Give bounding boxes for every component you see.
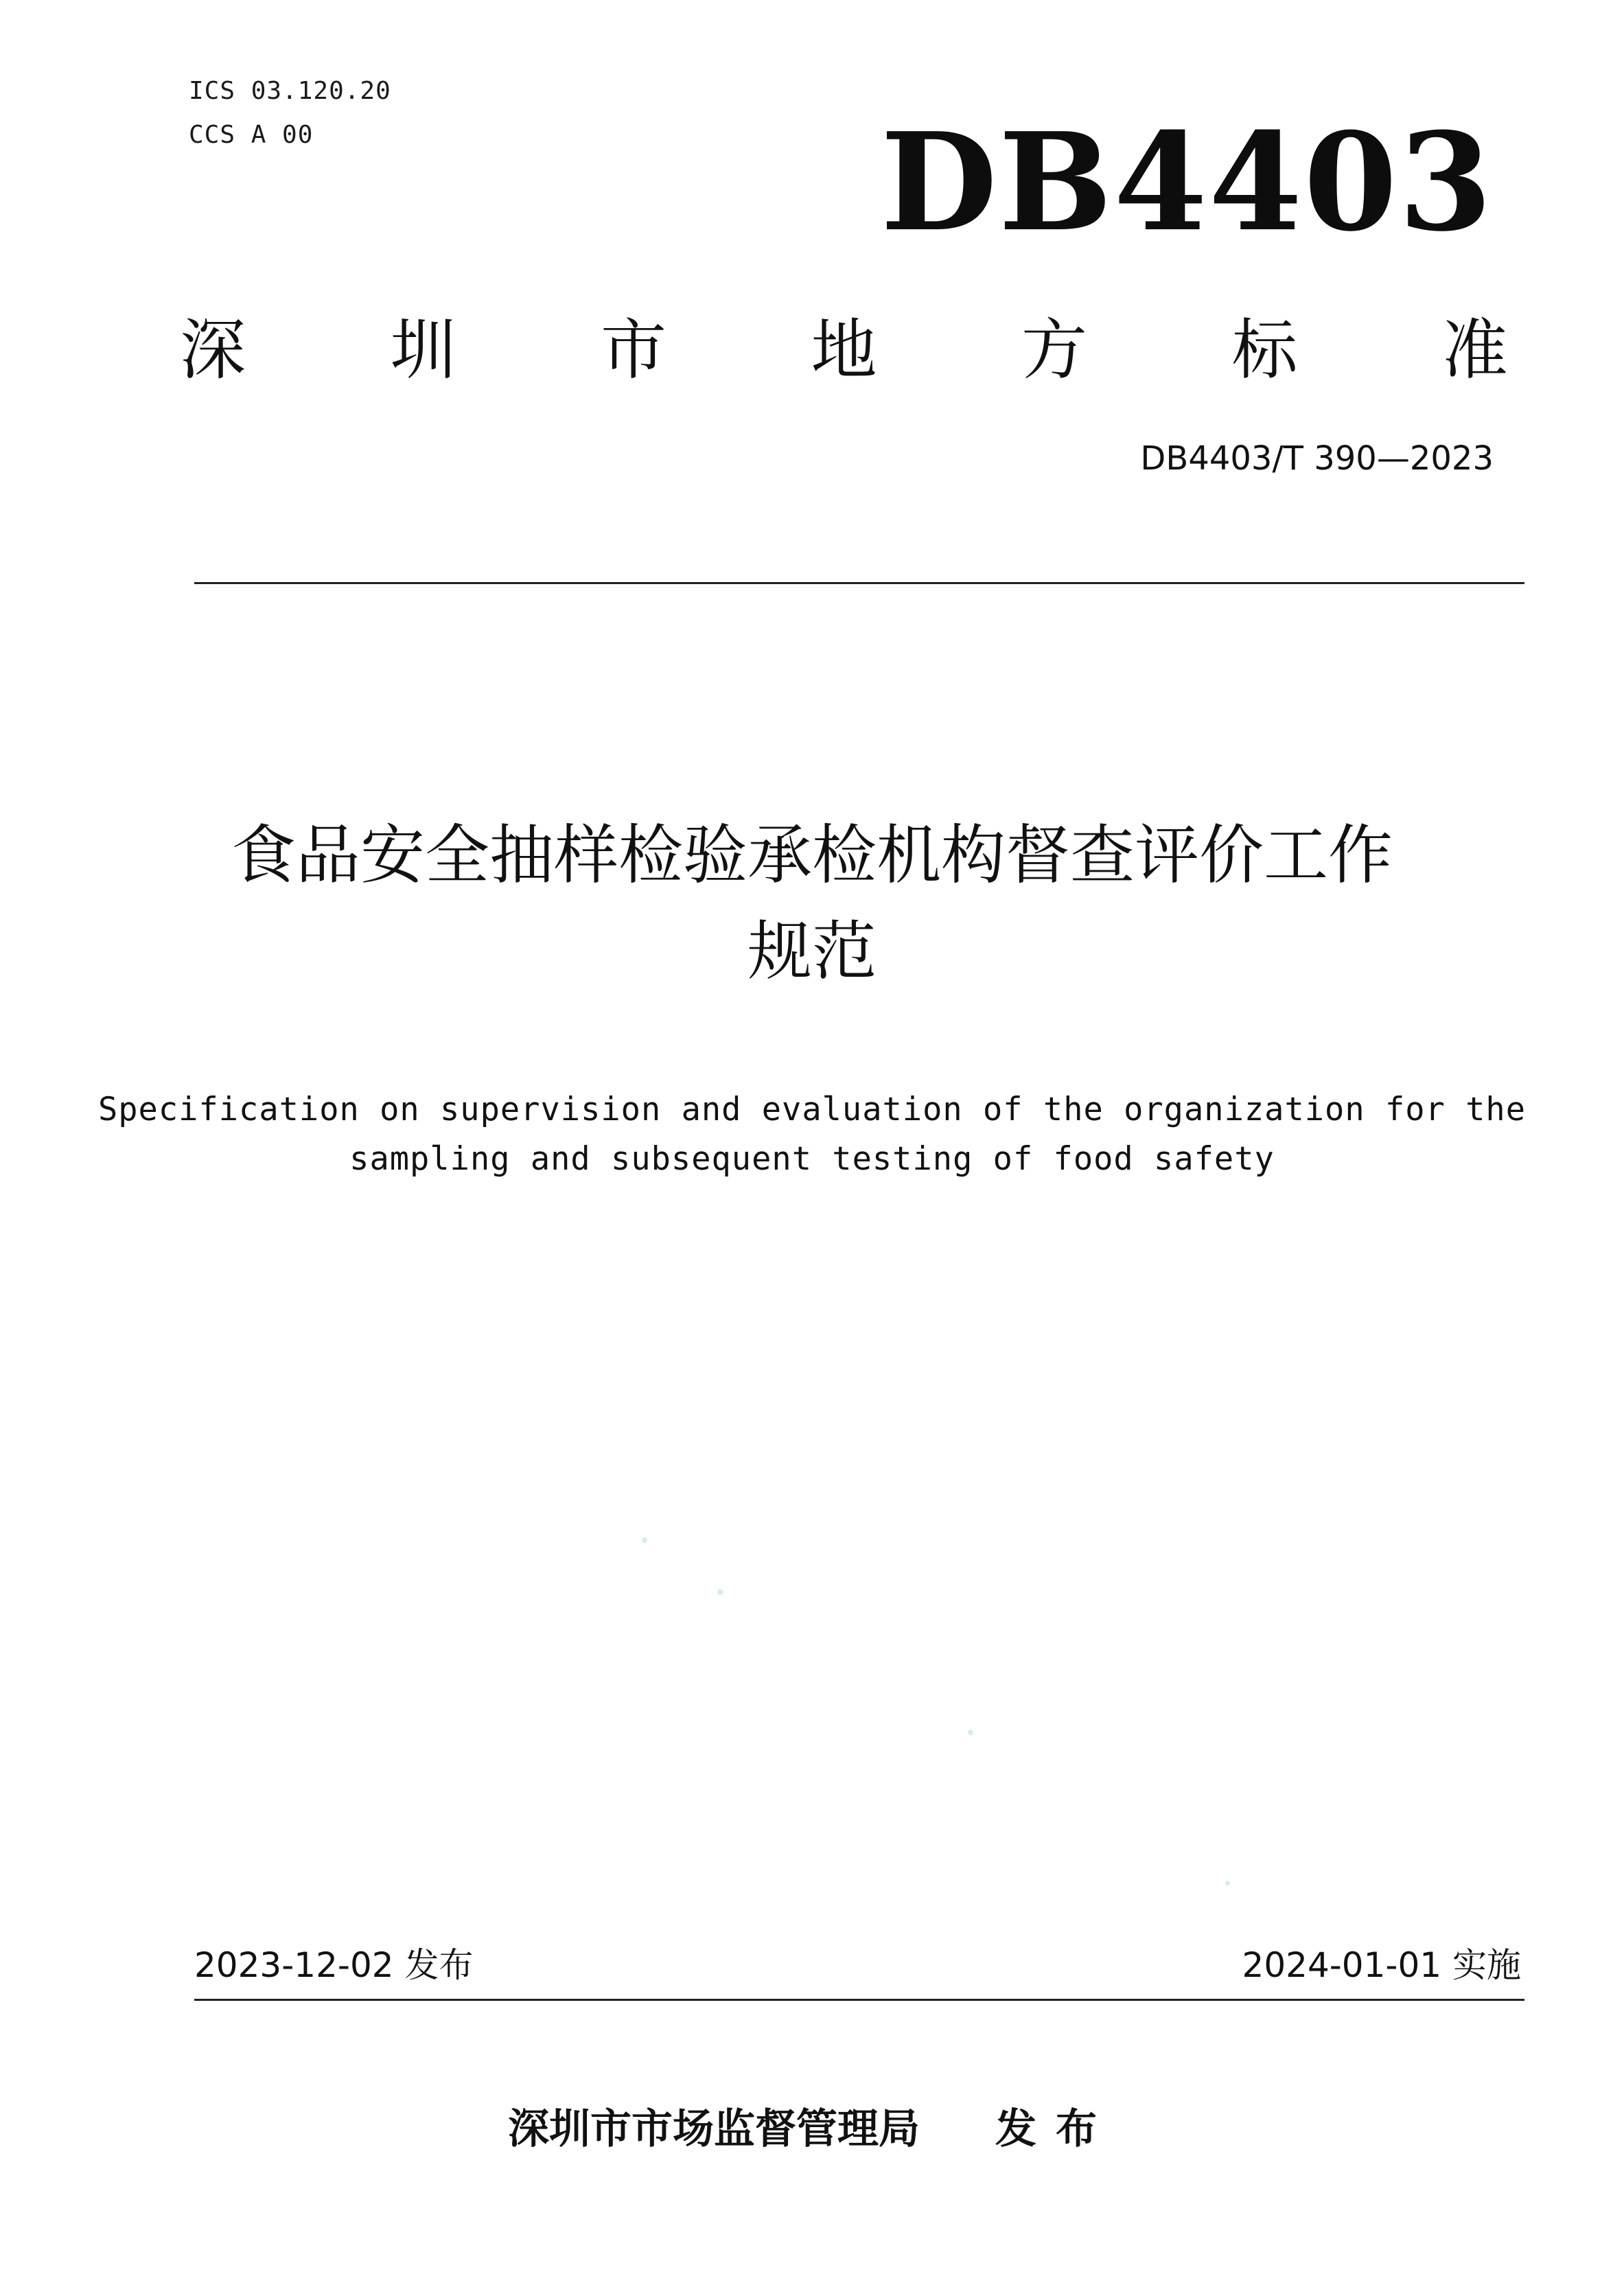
ccs-code: CCS A 00 <box>189 121 314 149</box>
standard-type-char: 标 <box>1231 312 1298 389</box>
standard-type <box>180 312 1508 389</box>
standard-type-char: 市 <box>601 312 666 389</box>
scan-speck <box>717 1589 723 1595</box>
publish-label: 发布 <box>995 2105 1116 2153</box>
standard-logo: DB4403 <box>880 104 1494 262</box>
standard-type-char: 深 <box>180 312 246 389</box>
standard-number: DB4403/T 390—2023 <box>1140 439 1494 478</box>
standard-type-char: 地 <box>811 312 877 389</box>
scan-speck <box>968 1730 973 1735</box>
scan-speck <box>642 1538 647 1543</box>
publisher-line <box>0 2105 1624 2153</box>
standard-type-char: 圳 <box>390 312 456 389</box>
scan-speck <box>1225 1881 1230 1886</box>
standard-type-char: 方 <box>1021 312 1087 389</box>
title-en-line1: Specification on supervision and evaluation of the organization for the <box>97 1091 1527 1128</box>
top-divider <box>194 582 1524 584</box>
standard-type-char: 准 <box>1442 312 1508 389</box>
publisher-name: 深圳市市场监督管理局 <box>508 2105 920 2153</box>
ics-code: ICS 03.120.20 <box>189 77 391 105</box>
title-zh-line2: 规范 <box>747 914 877 989</box>
implementation-date: 2024-01-01 实施 <box>1242 1945 1521 1985</box>
publish-date: 2023-12-02 发布 <box>194 1945 474 1985</box>
title-zh-line1: 食品安全抽样检验承检机构督查评价工作 <box>231 818 1393 893</box>
bottom-divider <box>194 1999 1524 2001</box>
title-en-line2: sampling and subsequent testing of food safety <box>349 1140 1275 1178</box>
